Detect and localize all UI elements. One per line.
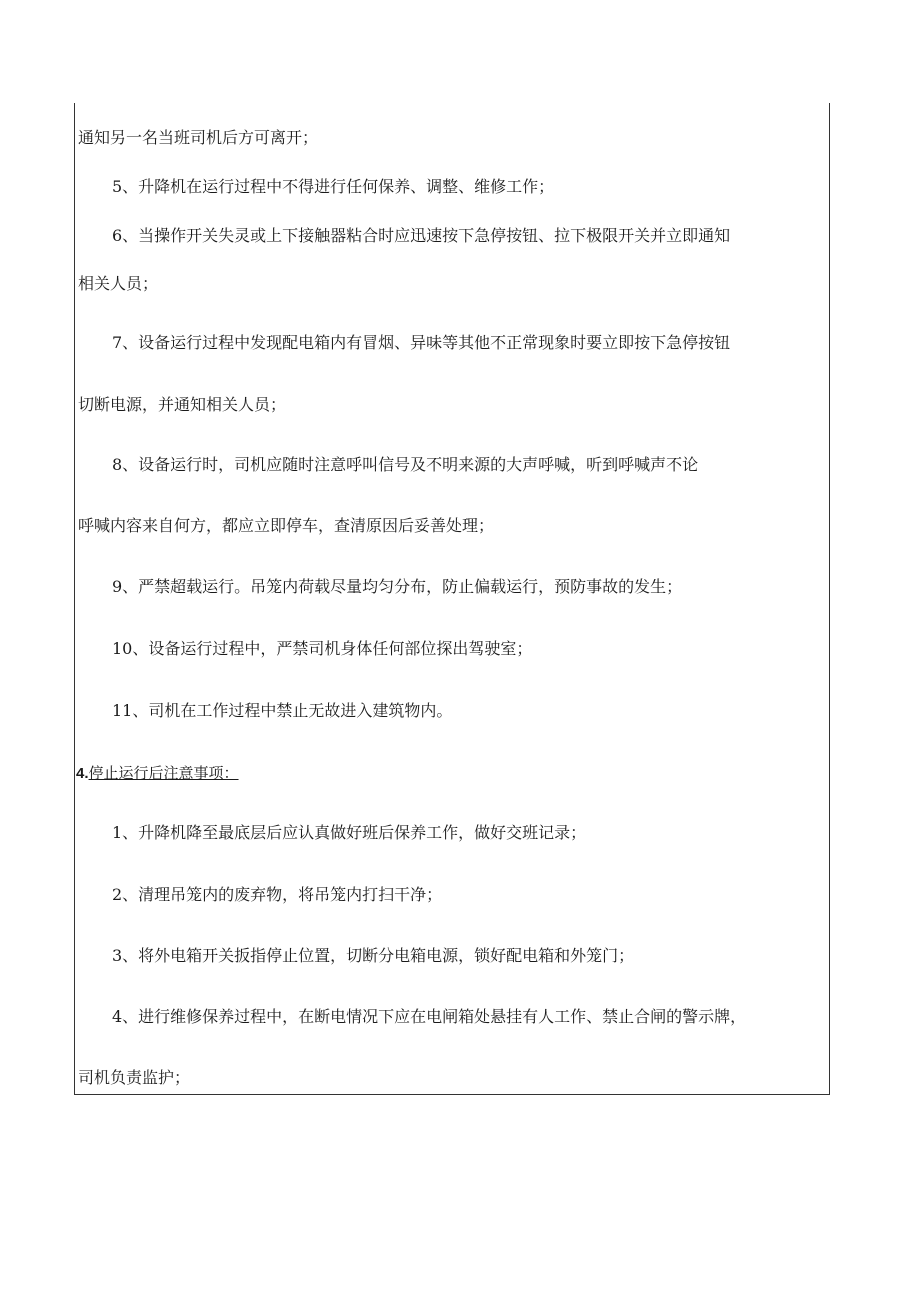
rule-7-continued: 切断电源，并通知相关人员； — [78, 395, 287, 414]
section-title: 停止运行后注意事项： — [88, 764, 239, 782]
rule-8-continued: 呼喊内容来自何方，都应立即停车，查清原因后妥善处理； — [78, 516, 495, 535]
rule-10: 10、设备运行过程中，严禁司机身体任何部位探出驾驶室； — [112, 639, 533, 658]
stop-rule-2: 2、清理吊笼内的废弃物，将吊笼内打扫干净； — [112, 885, 443, 904]
section-heading — [76, 763, 239, 784]
rule-11: 11、司机在工作过程中禁止无故进入建筑物内。 — [112, 701, 453, 720]
rule-5: 5、升降机在运行过程中不得进行任何保养、调整、维修工作； — [112, 177, 555, 196]
stop-rule-1: 1、升降机降至最底层后应认真做好班后保养工作，做好交班记录； — [112, 823, 587, 842]
text-line: 通知另一名当班司机后方可离开； — [78, 128, 319, 147]
rule-8: 8、设备运行时，司机应随时注意呼叫信号及不明来源的大声呼喊，听到呼喊声不论 — [112, 455, 699, 474]
rule-9: 9、严禁超载运行。吊笼内荷载尽量均匀分布，防止偏载运行，预防事故的发生； — [112, 577, 683, 596]
rule-7: 7、设备运行过程中发现配电箱内有冒烟、异味等其他不正常现象时要立即按下急停按钮 — [112, 333, 731, 352]
rule-6-continued: 相关人员； — [78, 274, 159, 293]
stop-rule-4-continued: 司机负责监护； — [78, 1068, 191, 1087]
section-number: 4. — [76, 765, 89, 782]
stop-rule-3: 3、将外电箱开关扳指停止位置，切断分电箱电源，锁好配电箱和外笼门； — [112, 946, 635, 965]
rule-6: 6、当操作开关失灵或上下接触器粘合时应迅速按下急停按钮、拉下极限开关并立即通知 — [112, 226, 731, 245]
stop-rule-4: 4、进行维修保养过程中，在断电情况下应在电闸箱处悬挂有人工作、禁止合闸的警示牌， — [112, 1007, 747, 1026]
